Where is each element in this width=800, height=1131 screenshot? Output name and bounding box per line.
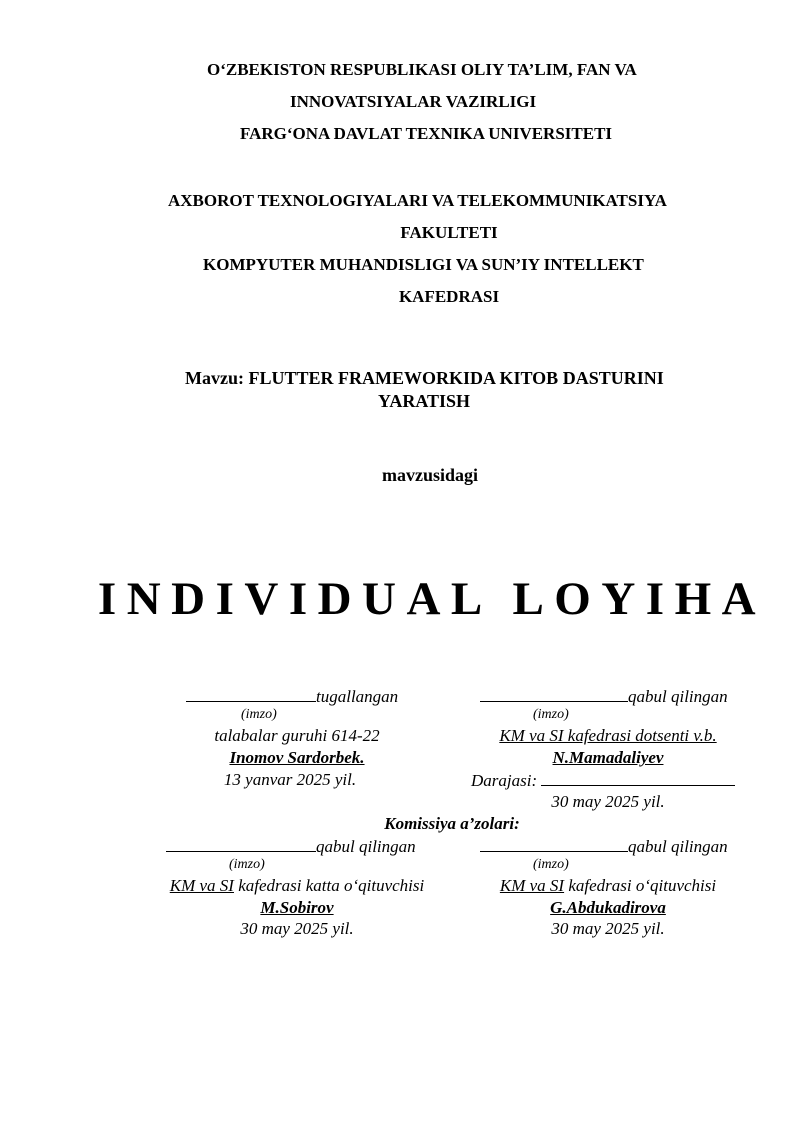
commission-title: Komissiya a’zolari:: [384, 814, 520, 833]
department-line-2: KAFEDRASI: [398, 287, 500, 306]
student-signature-line: [186, 686, 316, 702]
student-signature-row: [186, 686, 398, 707]
document-type-title: INDIVIDUAL LOYIHA: [97, 573, 767, 625]
ministry-line-2: INNOVATSIYALAR VAZIRLIGI: [290, 92, 537, 111]
student-group: talabalar guruhi 614-22: [214, 726, 380, 745]
member1-role: [170, 876, 425, 896]
student-name: Inomov Sardorbek.: [229, 748, 365, 767]
ministry-line-1: O‘ZBEKISTON RESPUBLIKASI OLIY TA’LIM, FAN VA: [207, 60, 637, 79]
department-line-1: KOMPYUTER MUHANDISLIGI VA SUN’IY INTELLEKT: [203, 255, 644, 274]
member1-status: qabul qilingan: [316, 837, 416, 856]
supervisor-role: KM va SI kafedrasi dotsenti v.b.: [499, 726, 717, 745]
university-name: FARG‘ONA DAVLAT TEXNIKA UNIVERSITETI: [240, 124, 613, 143]
topic-line-2: YARATISH: [378, 391, 471, 411]
faculty-line-2: FAKULTETI: [400, 223, 498, 242]
topic-line-1: Mavzu: FLUTTER FRAMEWORKIDA KITOB DASTURINI: [185, 368, 664, 388]
supervisor-name: N.Mamadaliyev: [552, 748, 664, 767]
member1-signature-line: [166, 836, 316, 852]
supervisor-date: 30 may 2025 yil.: [551, 792, 665, 811]
member2-role: [500, 876, 716, 896]
member2-name: G.Abdukadirova: [550, 898, 666, 917]
faculty-line-1: AXBOROT TEXNOLOGIYALARI VA TELEKOMMUNIKATSIYA: [168, 191, 667, 210]
member1-signature-row: [166, 836, 416, 857]
grade-label: Darajasi:: [471, 771, 538, 790]
student-status: tugallangan: [316, 687, 399, 706]
grade-line: [541, 770, 735, 786]
member1-name: M.Sobirov: [260, 898, 334, 917]
member1-role-rest: kafedrasi katta o‘qituvchisi: [233, 876, 425, 895]
topic-suffix: mavzusidagi: [381, 465, 479, 485]
member1-imzo: (imzo): [229, 857, 265, 872]
member2-role-prefix: KM va SI: [499, 876, 565, 895]
member2-signature-row: [480, 836, 728, 857]
student-imzo: (imzo): [241, 707, 277, 722]
supervisor-imzo: (imzo): [533, 707, 569, 722]
member1-date: 30 may 2025 yil.: [240, 919, 354, 938]
member2-date: 30 may 2025 yil.: [551, 919, 665, 938]
student-date: 13 yanvar 2025 yil.: [223, 770, 357, 789]
supervisor-status: qabul qilingan: [628, 687, 728, 706]
supervisor-signature-line: [480, 686, 628, 702]
supervisor-grade-row: [471, 770, 735, 791]
member1-role-prefix: KM va SI: [169, 876, 234, 895]
member2-role-rest: kafedrasi o‘qituvchisi: [564, 876, 717, 895]
supervisor-signature-row: [480, 686, 728, 707]
member2-signature-line: [480, 836, 628, 852]
member2-imzo: (imzo): [533, 857, 569, 872]
member2-status: qabul qilingan: [628, 837, 728, 856]
